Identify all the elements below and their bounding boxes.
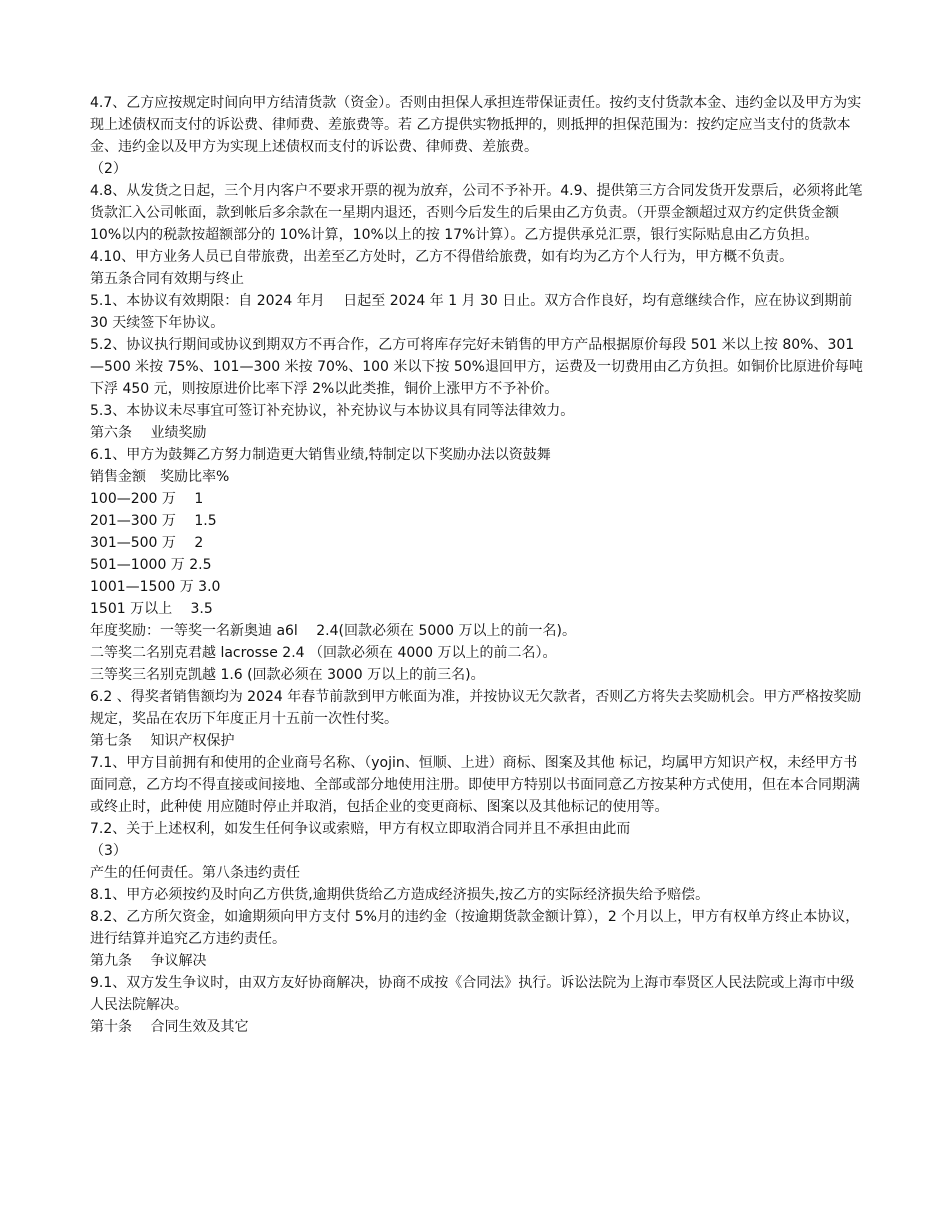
clause-6-1: 6.1、甲方为鼓舞乙方努力制造更大销售业绩,特制定以下奖励办法以资鼓舞: [90, 447, 551, 463]
reward-table-header: 销售金额 奖励比率%: [90, 469, 230, 485]
annual-award-third: 三等奖三名别克凯越 1.6 (回款必须在 3000 万以上的前三名)。: [90, 667, 485, 683]
section-heading-9: 第九条 争议解决: [90, 953, 207, 969]
page-marker-3: （3）: [90, 843, 127, 859]
annual-award-first: 年度奖励：一等奖一名新奥迪 a6l 2.4(回款必须在 5000 万以上的前一名)。: [90, 623, 576, 639]
page-marker-2: （2）: [90, 161, 127, 177]
section-heading-10: 第十条 合同生效及其它: [90, 1019, 249, 1035]
annual-award-second: 二等奖二名别克君越 lacrosse 2.4 （回款必须在 4000 万以上的前二名）。: [90, 645, 557, 661]
clause-4-7: 4.7、乙方应按规定时间向甲方结清货款（资金）。否则由担保人承担连带保证责任。按约支付货款本金、违约金以及甲方为实现上述债权而支付的诉讼费、律师费、差旅费等。若 乙方提供实物抵押的，则抵押的担保范围为：按约定应当支付的货款本金、违约金以及甲方为实现上述债权而支付的诉讼费、律师费、差旅费。: [90, 95, 862, 155]
reward-row: 201—300 万 1.5: [90, 513, 217, 529]
section-heading-5: 第五条合同有效期与终止: [90, 271, 244, 287]
document-body: [90, 92, 865, 1038]
clause-5-3: 5.3、本协议未尽事宜可签订补充协议，补充协议与本协议具有同等法律效力。: [90, 403, 575, 419]
clause-7-1: 7.1、甲方目前拥有和使用的企业商号名称、（yojin、恒顺、上进）商标、图案及其他 标记，均属甲方知识产权，未经甲方书面同意，乙方均不得直接或间接地、全部或部分地使用注册。即使甲方特别以书面同意乙方按某种方式使用，但在本合同期满或终止时，此种使 用应随时停止并取消，包括企业的变更商标、图案以及其他标记的使用等。: [90, 755, 860, 815]
clause-7-2: 7.2、关于上述权利，如发生任何争议或索赔，甲方有权立即取消合同并且不承担由此而: [90, 821, 631, 837]
reward-row: 1001—1500 万 3.0: [90, 579, 221, 595]
section-heading-6: 第六条 业绩奖励: [90, 425, 207, 441]
clause-8-2: 8.2、乙方所欠资金，如逾期须向甲方支付 5%月的违约金（按逾期货款金额计算），2 个月以上，甲方有权单方终止本协议，进行结算并追究乙方违约责任。: [90, 909, 860, 947]
reward-row: 301—500 万 2: [90, 535, 204, 551]
clause-7-2-continued: 产生的任何责任。第八条违约责任: [90, 865, 300, 881]
clause-9-1: 9.1、双方发生争议时，由双方友好协商解决，协商不成按《合同法》执行。诉讼法院为上海市奉贤区人民法院或上海市中级人民法院解决。: [90, 975, 855, 1013]
reward-row: 100—200 万 1: [90, 491, 204, 507]
reward-row: 501—1000 万 2.5: [90, 557, 212, 573]
clause-5-2: 5.2、协议执行期间或协议到期双方不再合作，乙方可将库存完好未销售的甲方产品根据原价每段 501 米以上按 80%、301—500 米按 75%、101—300 米按 70%、100 米以下按 50%退回甲方，运费及一切费用由乙方负担。如铜价比原进价每吨下浮 450 元，则按原进价比率下浮 2%以此类推，铜价上涨甲方不予补价。: [90, 337, 863, 397]
section-heading-7: 第七条 知识产权保护: [90, 733, 235, 749]
clause-6-2: 6.2 、得奖者销售额均为 2024 年春节前款到甲方帐面为准，并按协议无欠款者，否则乙方将失去奖励机会。甲方严格按奖励规定，奖品在农历下年度正月十五前一次性付奖。: [90, 689, 862, 727]
clause-8-1: 8.1、甲方必须按约及时向乙方供货,逾期供货给乙方造成经济损失,按乙方的实际经济损失给予赔偿。: [90, 887, 710, 903]
clause-5-1: 5.1、本协议有效期限：自 2024 年月 日起至 2024 年 1 月 30 日止。双方合作良好，均有意继续合作，应在协议到期前 30 天续签下年协议。: [90, 293, 853, 331]
clause-4-8-4-9: 4.8、从发货之日起，三个月内客户不要求开票的视为放弃，公司不予补开。4.9、提供第三方合同发货开发票后，必须将此笔货款汇入公司帐面，款到帐后多余款在一星期内退还，否则今后发生的后果由乙方负责。（开票金额超过双方约定供货金额 10%以内的税款按超额部分的 10%计算，10%以上的按 17%计算）。乙方提供承兑汇票，银行实际贴息由乙方负担。: [90, 183, 863, 243]
clause-4-10: 4.10、甲方业务人员已自带旅费，出差至乙方处时，乙方不得借给旅费，如有均为乙方个人行为，甲方概不负责。: [90, 249, 794, 265]
reward-row: 1501 万以上 3.5: [90, 601, 213, 617]
